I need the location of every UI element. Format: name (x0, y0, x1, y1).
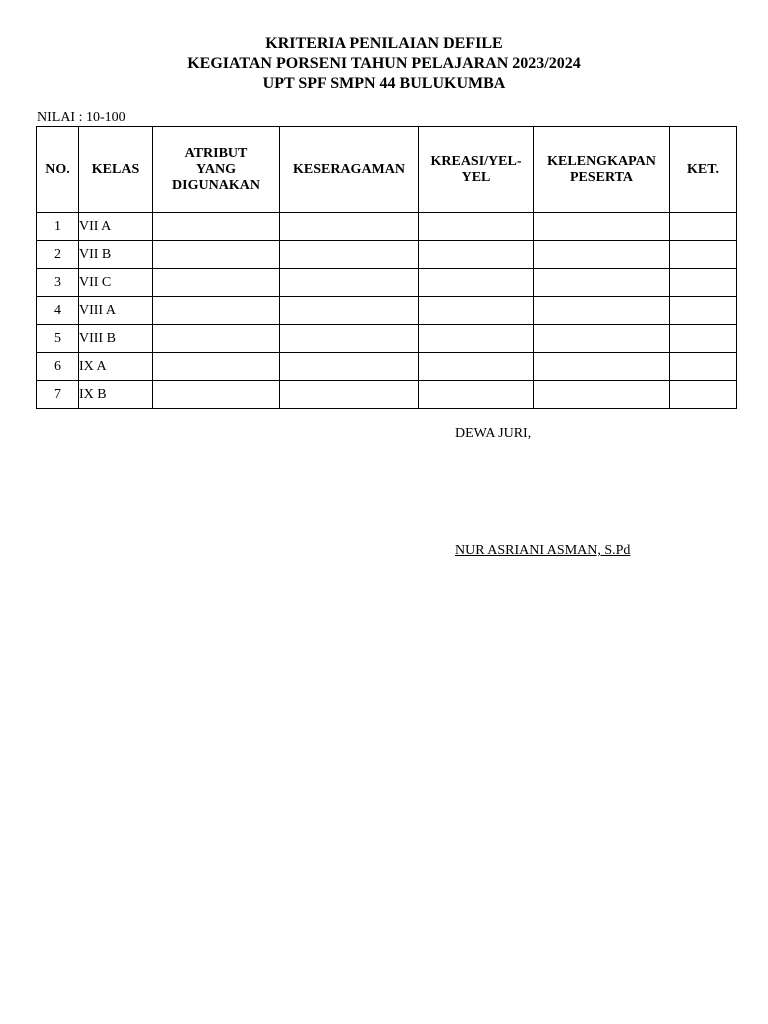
cell-kelas: VII C (79, 269, 153, 297)
table-row (37, 297, 737, 325)
cell-kelengkapan[interactable] (534, 213, 670, 241)
cell-kelengkapan[interactable] (534, 297, 670, 325)
cell-kelas: VIII A (79, 297, 153, 325)
cell-kelas: VIII B (79, 325, 153, 353)
cell-kelengkapan[interactable] (534, 241, 670, 269)
header-atribut (153, 127, 280, 213)
cell-atribut[interactable] (153, 213, 280, 241)
cell-atribut[interactable] (153, 241, 280, 269)
cell-kreasi[interactable] (419, 213, 534, 241)
cell-no: 1 (37, 213, 79, 241)
cell-ket[interactable] (670, 325, 737, 353)
juri-label: DEWA JURI, (455, 426, 532, 441)
cell-no: 7 (37, 381, 79, 409)
cell-keseragaman[interactable] (280, 353, 419, 381)
header-kelengkapan (534, 127, 670, 213)
cell-kelengkapan[interactable] (534, 353, 670, 381)
table-row (37, 269, 737, 297)
header-kreasi (419, 127, 534, 213)
cell-no: 2 (37, 241, 79, 269)
table-row (37, 241, 737, 269)
cell-kelas: IX A (79, 353, 153, 381)
cell-atribut[interactable] (153, 353, 280, 381)
header-kelengkapan-line: PESERTA (569, 169, 634, 185)
cell-ket[interactable] (670, 297, 737, 325)
cell-kreasi[interactable] (419, 353, 534, 381)
cell-keseragaman[interactable] (280, 213, 419, 241)
cell-no: 3 (37, 269, 79, 297)
cell-atribut[interactable] (153, 297, 280, 325)
header-kelengkapan-line: KELENGKAPAN (547, 153, 656, 169)
header-ket: KET. (670, 127, 737, 213)
cell-kelengkapan[interactable] (534, 269, 670, 297)
title-line-3: UPT SPF SMPN 44 BULUKUMBA (262, 75, 506, 92)
cell-kelengkapan[interactable] (534, 325, 670, 353)
cell-kreasi[interactable] (419, 325, 534, 353)
document-title (0, 34, 768, 94)
cell-ket[interactable] (670, 241, 737, 269)
header-row (37, 127, 737, 213)
header-kelas: KELAS (79, 127, 153, 213)
cell-ket[interactable] (670, 381, 737, 409)
cell-no: 4 (37, 297, 79, 325)
cell-kelas: IX B (79, 381, 153, 409)
cell-atribut[interactable] (153, 325, 280, 353)
cell-kelas: VII A (79, 213, 153, 241)
title-line-2: KEGIATAN PORSENI TAHUN PELAJARAN 2023/2024 (187, 55, 581, 72)
table-row (37, 381, 737, 409)
cell-ket[interactable] (670, 213, 737, 241)
table-row (37, 325, 737, 353)
header-atribut-line: ATRIBUT (184, 145, 248, 161)
header-atribut-line: DIGUNAKAN (172, 177, 260, 193)
header-kreasi-line: KREASI/YEL- (430, 153, 522, 169)
title-line-1: KRITERIA PENILAIAN DEFILE (265, 35, 503, 52)
cell-ket[interactable] (670, 269, 737, 297)
header-atribut-line: YANG (196, 161, 236, 177)
cell-keseragaman[interactable] (280, 325, 419, 353)
cell-keseragaman[interactable] (280, 241, 419, 269)
cell-no: 6 (37, 353, 79, 381)
cell-ket[interactable] (670, 353, 737, 381)
table-row (37, 353, 737, 381)
cell-kreasi[interactable] (419, 297, 534, 325)
header-keseragaman: KESERAGAMAN (280, 127, 419, 213)
cell-kreasi[interactable] (419, 269, 534, 297)
cell-keseragaman[interactable] (280, 381, 419, 409)
header-no: NO. (37, 127, 79, 213)
juri-name: NUR ASRIANI ASMAN, S.Pd (455, 543, 631, 558)
cell-kreasi[interactable] (419, 381, 534, 409)
cell-no: 5 (37, 325, 79, 353)
cell-keseragaman[interactable] (280, 297, 419, 325)
table-row (37, 213, 737, 241)
header-kreasi-line: YEL (461, 169, 491, 185)
cell-keseragaman[interactable] (280, 269, 419, 297)
nilai-range: NILAI : 10-100 (37, 110, 126, 125)
cell-kelengkapan[interactable] (534, 381, 670, 409)
scoring-table (36, 126, 737, 409)
cell-atribut[interactable] (153, 269, 280, 297)
cell-kreasi[interactable] (419, 241, 534, 269)
cell-kelas: VII B (79, 241, 153, 269)
cell-atribut[interactable] (153, 381, 280, 409)
